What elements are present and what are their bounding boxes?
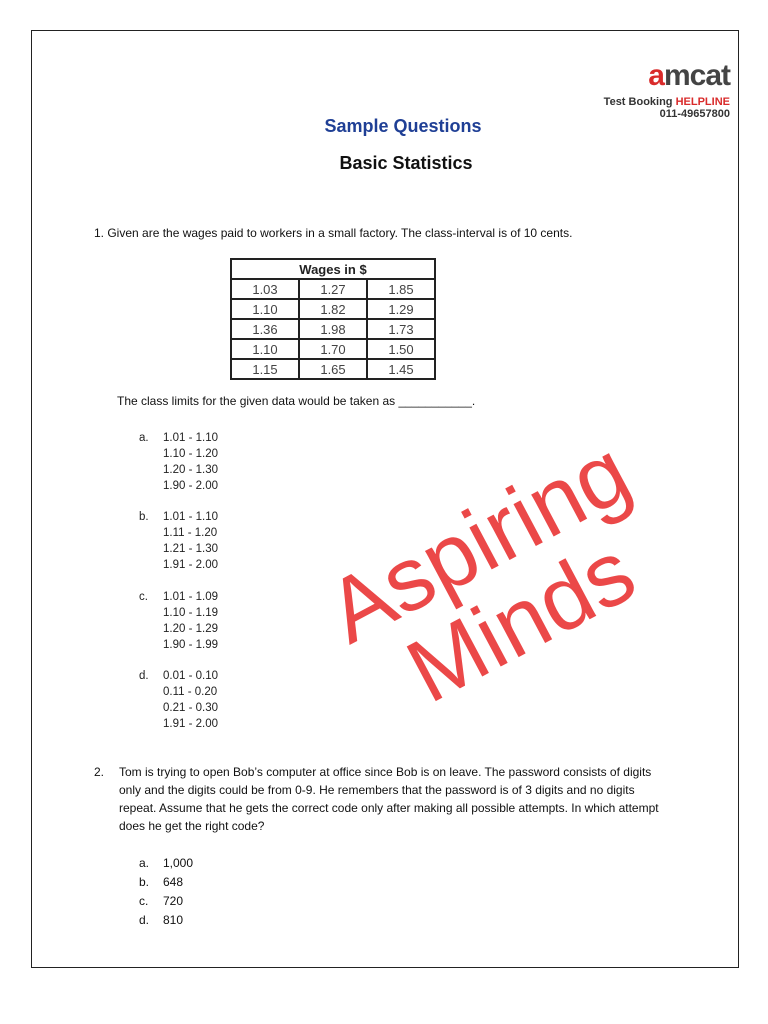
question-2-line: only and the digits could be from 0-9. He remembers that the password is of 3 digits and no digits — [119, 783, 635, 797]
option-line: 0.11 - 0.20 — [163, 686, 218, 698]
table-row — [231, 339, 435, 359]
option-d — [139, 668, 218, 732]
option-label: a. — [139, 432, 149, 444]
question-2-line: Tom is trying to open Bob’s computer at office since Bob is on leave. The password consists of digits — [119, 765, 652, 779]
q2-option — [139, 911, 193, 930]
option-line: 1.90 - 2.00 — [163, 480, 218, 492]
question-1-text: 1. Given are the wages paid to workers in a small factory. The class-interval is of 10 cents. — [94, 226, 573, 240]
question-2-line: repeat. Assume that he gets the correct code only after making all possible attempts. In which attempt — [119, 801, 659, 815]
helpline-phone: 011-49657800 — [659, 108, 730, 120]
option-line: 1.91 - 2.00 — [163, 718, 218, 730]
page-title: Sample Questions — [324, 116, 482, 136]
logo-text: mcat — [663, 59, 730, 92]
watermark: Aspiring Minds — [311, 421, 651, 723]
q2-option — [139, 854, 193, 873]
table-cell: 1.36 — [231, 319, 299, 339]
q2-option — [139, 873, 193, 892]
table-cell: 1.10 — [231, 339, 299, 359]
option-label: d. — [139, 913, 150, 927]
option-line: 0.21 - 0.30 — [163, 702, 218, 714]
option-line: 1.11 - 1.20 — [163, 527, 218, 539]
option-a — [139, 430, 218, 494]
option-line: 1.90 - 1.99 — [163, 639, 218, 651]
table-cell: 1.10 — [231, 299, 299, 319]
option-line: 1.91 - 2.00 — [163, 559, 218, 571]
table-header: Wages in $ — [231, 259, 435, 279]
option-label: c. — [139, 591, 148, 603]
table-cell: 1.85 — [367, 279, 435, 299]
option-label: c. — [139, 894, 149, 908]
option-c — [139, 589, 218, 653]
q2-option — [139, 892, 193, 911]
page-subtitle: Basic Statistics — [339, 153, 473, 173]
table-cell: 1.45 — [367, 359, 435, 379]
option-line: 1.20 - 1.29 — [163, 623, 218, 635]
question-2-number: 2. — [94, 765, 105, 779]
question-1-prompt: The class limits for the given data would be taken as ___________. — [117, 394, 476, 408]
table-cell: 1.70 — [299, 339, 367, 359]
wages-table — [230, 258, 436, 380]
option-label: b. — [139, 875, 150, 889]
table-row — [231, 299, 435, 319]
table-row — [231, 279, 435, 299]
table-cell: 1.50 — [367, 339, 435, 359]
table-cell: 1.15 — [231, 359, 299, 379]
helpline-label: Test Booking — [603, 96, 676, 108]
option-line: 0.01 - 0.10 — [163, 670, 218, 682]
table-cell: 1.65 — [299, 359, 367, 379]
option-label: b. — [139, 511, 149, 523]
option-line: 1.01 - 1.10 — [163, 432, 218, 444]
question-2 — [94, 763, 659, 835]
table-row — [231, 359, 435, 379]
option-value: 1,000 — [163, 856, 194, 870]
table-cell: 1.03 — [231, 279, 299, 299]
option-value: 810 — [163, 913, 184, 927]
helpline-emph: HELPLINE — [675, 96, 730, 108]
option-line: 1.10 - 1.19 — [163, 607, 218, 619]
option-value: 720 — [163, 894, 184, 908]
table-cell: 1.29 — [367, 299, 435, 319]
option-line: 1.21 - 1.30 — [163, 543, 218, 555]
table-cell: 1.73 — [367, 319, 435, 339]
option-value: 648 — [163, 875, 184, 889]
question-2-line: does he get the right code? — [119, 819, 265, 833]
table-cell: 1.27 — [299, 279, 367, 299]
option-line: 1.01 - 1.10 — [163, 511, 218, 523]
option-label: d. — [139, 670, 149, 682]
table-cell: 1.82 — [299, 299, 367, 319]
option-line: 1.01 - 1.09 — [163, 591, 218, 603]
table-row — [231, 319, 435, 339]
option-line: 1.20 - 1.30 — [163, 464, 218, 476]
option-line: 1.10 - 1.20 — [163, 448, 218, 460]
amcat-logo — [598, 60, 730, 120]
logo-mark: a — [648, 59, 664, 92]
table-cell: 1.98 — [299, 319, 367, 339]
option-label: a. — [139, 856, 150, 870]
option-b — [139, 509, 218, 573]
